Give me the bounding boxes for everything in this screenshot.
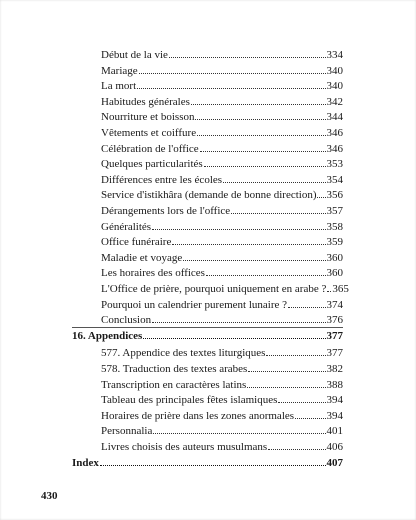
- toc-entry-title: Les horaires des offices: [101, 267, 205, 280]
- toc-entry: [101, 281, 349, 296]
- toc-entry-page: 354: [326, 173, 343, 186]
- toc-entry-page: 360: [326, 251, 343, 264]
- toc-entry: [101, 361, 343, 376]
- toc-entry-page: 401: [326, 425, 343, 438]
- dot-leader: [248, 361, 325, 372]
- toc-entry-title: Nourriture et boisson: [101, 111, 195, 124]
- toc-entry-page: 388: [326, 378, 343, 391]
- dot-leader: [152, 312, 325, 323]
- toc-entry: [101, 439, 343, 454]
- toc-entry-title: L'Office de prière, pourquoi uniquement en arabe ?: [101, 283, 327, 295]
- toc-entry-page: 353: [326, 158, 343, 171]
- dot-leader: [278, 392, 325, 403]
- toc-entry-title: Habitudes générales: [101, 95, 190, 108]
- toc-entry: [101, 345, 343, 360]
- toc-entry-page: 340: [326, 80, 343, 93]
- toc-entry-title: Livres choisis des auteurs musulmans: [101, 441, 268, 453]
- dot-leader: [152, 219, 325, 230]
- toc-entry-page: 374: [326, 298, 343, 311]
- toc-entry: [101, 187, 343, 202]
- toc-entry: [101, 94, 343, 109]
- dot-leader: [172, 234, 325, 245]
- toc-entry: [101, 78, 343, 93]
- toc-entry: [101, 203, 343, 218]
- page-number: 430: [41, 490, 58, 502]
- toc-entry-title: Horaires de prière dans les zones anormales: [101, 409, 295, 422]
- dot-leader: [139, 63, 326, 74]
- toc-entry: [101, 141, 343, 156]
- toc-entry: [101, 109, 343, 124]
- toc-entry-page: 394: [326, 409, 343, 422]
- dot-leader: [288, 297, 325, 308]
- toc-entry-title: Service d'istikhâra (demande de bonne direction): [101, 189, 317, 202]
- toc-entry-page: 407: [326, 456, 343, 469]
- toc-entry-page: 360: [326, 267, 343, 280]
- dot-leader: [191, 94, 326, 105]
- dot-leader: [153, 423, 325, 434]
- toc-entry-page: 346: [326, 142, 343, 155]
- dot-leader: [327, 281, 331, 292]
- toc-entry-title: Mariage: [101, 64, 138, 77]
- toc-entry-page: 394: [326, 394, 343, 407]
- toc-entry-title: 16. Appendices: [72, 329, 143, 342]
- dot-leader: [266, 345, 325, 356]
- dot-leader: [317, 187, 325, 198]
- dot-leader: [169, 47, 326, 58]
- toc-entry-page: 377: [326, 347, 343, 360]
- toc-entry-title: Index: [72, 456, 99, 469]
- toc-entry: [101, 125, 343, 140]
- toc-entry: [101, 63, 343, 78]
- toc-entry-title: 578. Traduction des textes arabes: [101, 363, 248, 375]
- toc-chapter-entry: [72, 328, 343, 343]
- toc-entry-title: Pourquoi un calendrier purement lunaire ?: [101, 298, 288, 311]
- toc-entry-title: Conclusion: [101, 314, 152, 327]
- toc-entry-page: 342: [326, 95, 343, 108]
- toc-entry: [101, 234, 343, 249]
- toc-entry: [101, 312, 343, 327]
- toc-entry-title: Quelques particularités: [101, 158, 203, 171]
- toc-entry-page: 359: [326, 236, 343, 249]
- dot-leader: [231, 203, 325, 214]
- toc-entry: [101, 156, 343, 171]
- toc-entry-title: Généralités: [101, 220, 152, 233]
- dot-leader: [268, 439, 325, 450]
- toc-entry-page: 346: [326, 127, 343, 139]
- toc-entry: [101, 297, 343, 312]
- toc-entry: [101, 265, 343, 280]
- toc-entry-page: 334: [326, 49, 343, 61]
- toc-entry-title: La mort: [101, 80, 137, 93]
- toc-entry: [101, 47, 343, 62]
- toc-entry: [101, 408, 343, 423]
- toc-entry-title: Célébration de l'office: [101, 142, 199, 155]
- dot-leader: [183, 250, 325, 261]
- toc-entry: [101, 250, 343, 265]
- dot-leader: [137, 78, 325, 89]
- toc-entry-page: 376: [326, 314, 343, 327]
- dot-leader: [247, 377, 325, 388]
- toc-entry-page: 377: [326, 329, 343, 342]
- toc-entry-title: Personnalia: [101, 425, 153, 438]
- toc-entry: [101, 392, 343, 407]
- toc-entry-title: Dérangements lors de l'office: [101, 205, 231, 217]
- toc-entry: [101, 219, 343, 234]
- dot-leader: [204, 156, 326, 167]
- toc-entry-title: Tableau des principales fêtes islamiques: [101, 394, 278, 407]
- toc-entry-title: Vêtements et coiffure: [101, 127, 197, 139]
- toc-entry: [101, 423, 343, 438]
- dot-leader: [223, 172, 325, 183]
- toc-entry-page: 365: [332, 283, 349, 295]
- toc-chapter-entry: [72, 455, 343, 470]
- dot-leader: [143, 328, 325, 339]
- toc-entry-page: 406: [326, 441, 343, 453]
- toc-entry-page: 357: [326, 205, 343, 217]
- toc-entry-page: 340: [326, 64, 343, 77]
- toc-entry-title: 577. Appendice des textes liturgiques: [101, 347, 266, 360]
- toc-entry-title: Transcription en caractères latins: [101, 378, 247, 391]
- toc-entry-title: Maladie et voyage: [101, 251, 183, 264]
- dot-leader: [200, 141, 326, 152]
- toc-entry-page: 356: [326, 189, 343, 202]
- dot-leader: [197, 125, 325, 136]
- toc-entry-page: 382: [326, 363, 343, 375]
- toc-entry-title: Différences entre les écoles: [101, 173, 223, 186]
- toc-entry: [101, 377, 343, 392]
- toc-entry-page: 344: [326, 111, 343, 124]
- toc-entry: [101, 172, 343, 187]
- toc-entry-page: 358: [326, 220, 343, 233]
- dot-leader: [100, 455, 326, 466]
- dot-leader: [295, 408, 325, 419]
- toc-entry-title: Début de la vie: [101, 49, 168, 61]
- dot-leader: [195, 109, 325, 120]
- dot-leader: [206, 265, 326, 276]
- toc-entry-title: Office funéraire: [101, 236, 172, 249]
